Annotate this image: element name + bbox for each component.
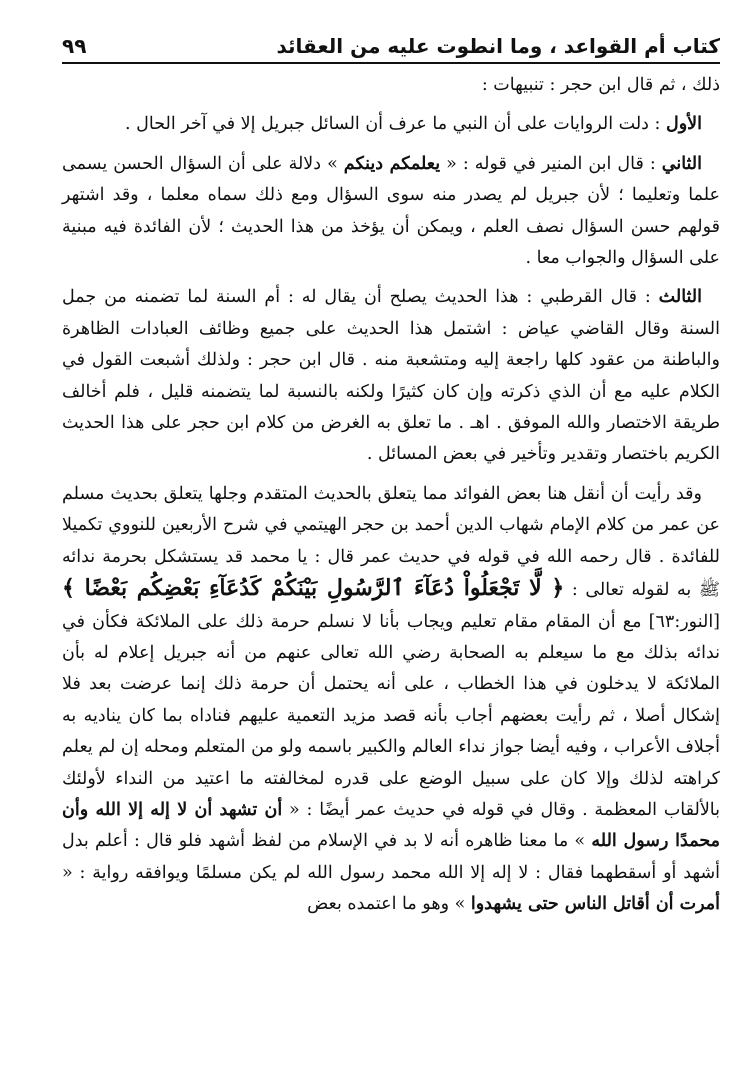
running-title: كتاب أم القواعد ، وما انطوت عليه من العقائد bbox=[276, 34, 720, 58]
page-header bbox=[62, 28, 720, 62]
note-label: الأول bbox=[665, 114, 702, 135]
verse-reference: [النور:٦٣] bbox=[641, 611, 721, 632]
note-second: الثاني : قال ابن المنير في قوله : « يعلمكم دينكم » دلالة على أن السؤال الحسن يسمى علما وتعليما ؛ لأن جبريل لم يصدر منه سوى السؤال ومع ذلك سماه معلما ، وقد اشتهر قولهم حسن السؤال نصف العلم ، ويمكن أن يؤخذ من هذا الحديث ؛ لأن الفائدة فيه مبنية على السؤال والجواب معا . bbox=[62, 153, 720, 269]
hadith-quote: يعلمكم دينكم bbox=[343, 153, 441, 174]
note-first: الأول : دلت الروايات على أن النبي ما عرف أن السائل جبريل إلا في آخر الحال . bbox=[125, 114, 702, 135]
note-label: الثاني bbox=[661, 153, 702, 174]
book-page bbox=[62, 28, 720, 1068]
intro-line: ذلك ، ثم قال ابن حجر : تنبيهات : bbox=[481, 75, 720, 95]
note-label: الثالث bbox=[658, 287, 702, 308]
page-number: ٩٩ bbox=[62, 34, 87, 58]
hadith-quote: أمرت أن أقاتل الناس حتى يشهدوا bbox=[470, 894, 720, 915]
hadith-quote: أن تشهد أن لا إله إلا الله وأن محمدًا رسول الله bbox=[62, 799, 721, 852]
body-text bbox=[62, 70, 720, 921]
note-third: الثالث : قال القرطبي : هذا الحديث يصلح أن يقال له : أم السنة لما تضمنه من جمل السنة وقال القاضي عياض : اشتمل هذا الحديث على جميع وظائف العبادات الظاهرة والباطنة من عقود كلها راجعة إليه ومتشعبة منه . قال ابن حجر : ولذلك أشبعت القول في الكلام عليه مع أن الذي ذكرته وإن كان كثيرًا ولكنه بالنسبة لما يتضمنه قليل ، فلم أخالف طريقة الاختصار والله الموفق . اهـ . ما تعلق به الغرض من كلام ابن حجر على هذا الحديث الكريم باختصار وتقدير وتأخير في بعض المسائل . bbox=[62, 287, 720, 465]
paragraph-fawaid: وقد رأيت أن أنقل هنا بعض الفوائد مما يتعلق بالحديث المتقدم وجلها يتعلق بحديث مسلم عن عمر من كلام الإمام شهاب الدين أحمد بن حجر الهيتمي في شرح الأربعين للنووي تكميلا للفائدة . قال رحمه الله في قوله في حديث عمر قال : يا محمد قد يستشكل بحرمة ندائه ﷺ به لقوله تعالى : ﴿ لَّا تَجْعَلُواْ دُعَآءَ ٱلرَّسُولِ بَيْنَكُمْ كَدُعَآءِ بَعْضِكُم بَعْضًا ﴾ [النور:٦٣] مع أن المقام مقام تعليم ويجاب بأنا لا نسلم حرمة ذلك على الملائكة فكأن في ندائه بذلك مع ما سيعلم به الصحابة رضي الله تعالى عنهم من أنه جبريل إعلام له بأن الملائكة لا يدخلون في هذا الخطاب ، على أنه يحتمل أن حرمة ذلك إنما عرضت بعد فلا إشكال أصلا ، ثم رأيت بعضهم أجاب بأنه قصد مزيد التعمية عليهم فناداه بما كان يناديه به أجلاف الأعراب ، وفيه أيضا جواز نداء العالم والكبير باسمه ولو من المتعلم ومحله إن لم يعلم كراهته لذلك وإلا كان على سبيل الوضع على قدره لمخالفته ما اعتيد من النداء لأولئك بالألقاب المعظمة . وقال في قوله في حديث عمر أيضًا : « أن تشهد أن لا إله إلا الله وأن محمدًا رسول الله » ما معنا ظاهره أنه لا بد في الإسلام من لفظ أشهد فلو قال : أعلم بدل أشهد أو أسقطهما فقال : لا إله إلا الله محمد رسول الله لم يكن مسلمًا ويوافقه رواية : « أمرت أن أقاتل الناس حتى يشهدوا » وهو ما اعتمده بعض bbox=[62, 483, 721, 915]
header-rule bbox=[62, 62, 720, 64]
quran-verse: ﴿ لَّا تَجْعَلُواْ دُعَآءَ ٱلرَّسُولِ بَيْنَكُمْ كَدُعَآءِ بَعْضِكُم بَعْضًا ﴾ bbox=[62, 575, 565, 602]
